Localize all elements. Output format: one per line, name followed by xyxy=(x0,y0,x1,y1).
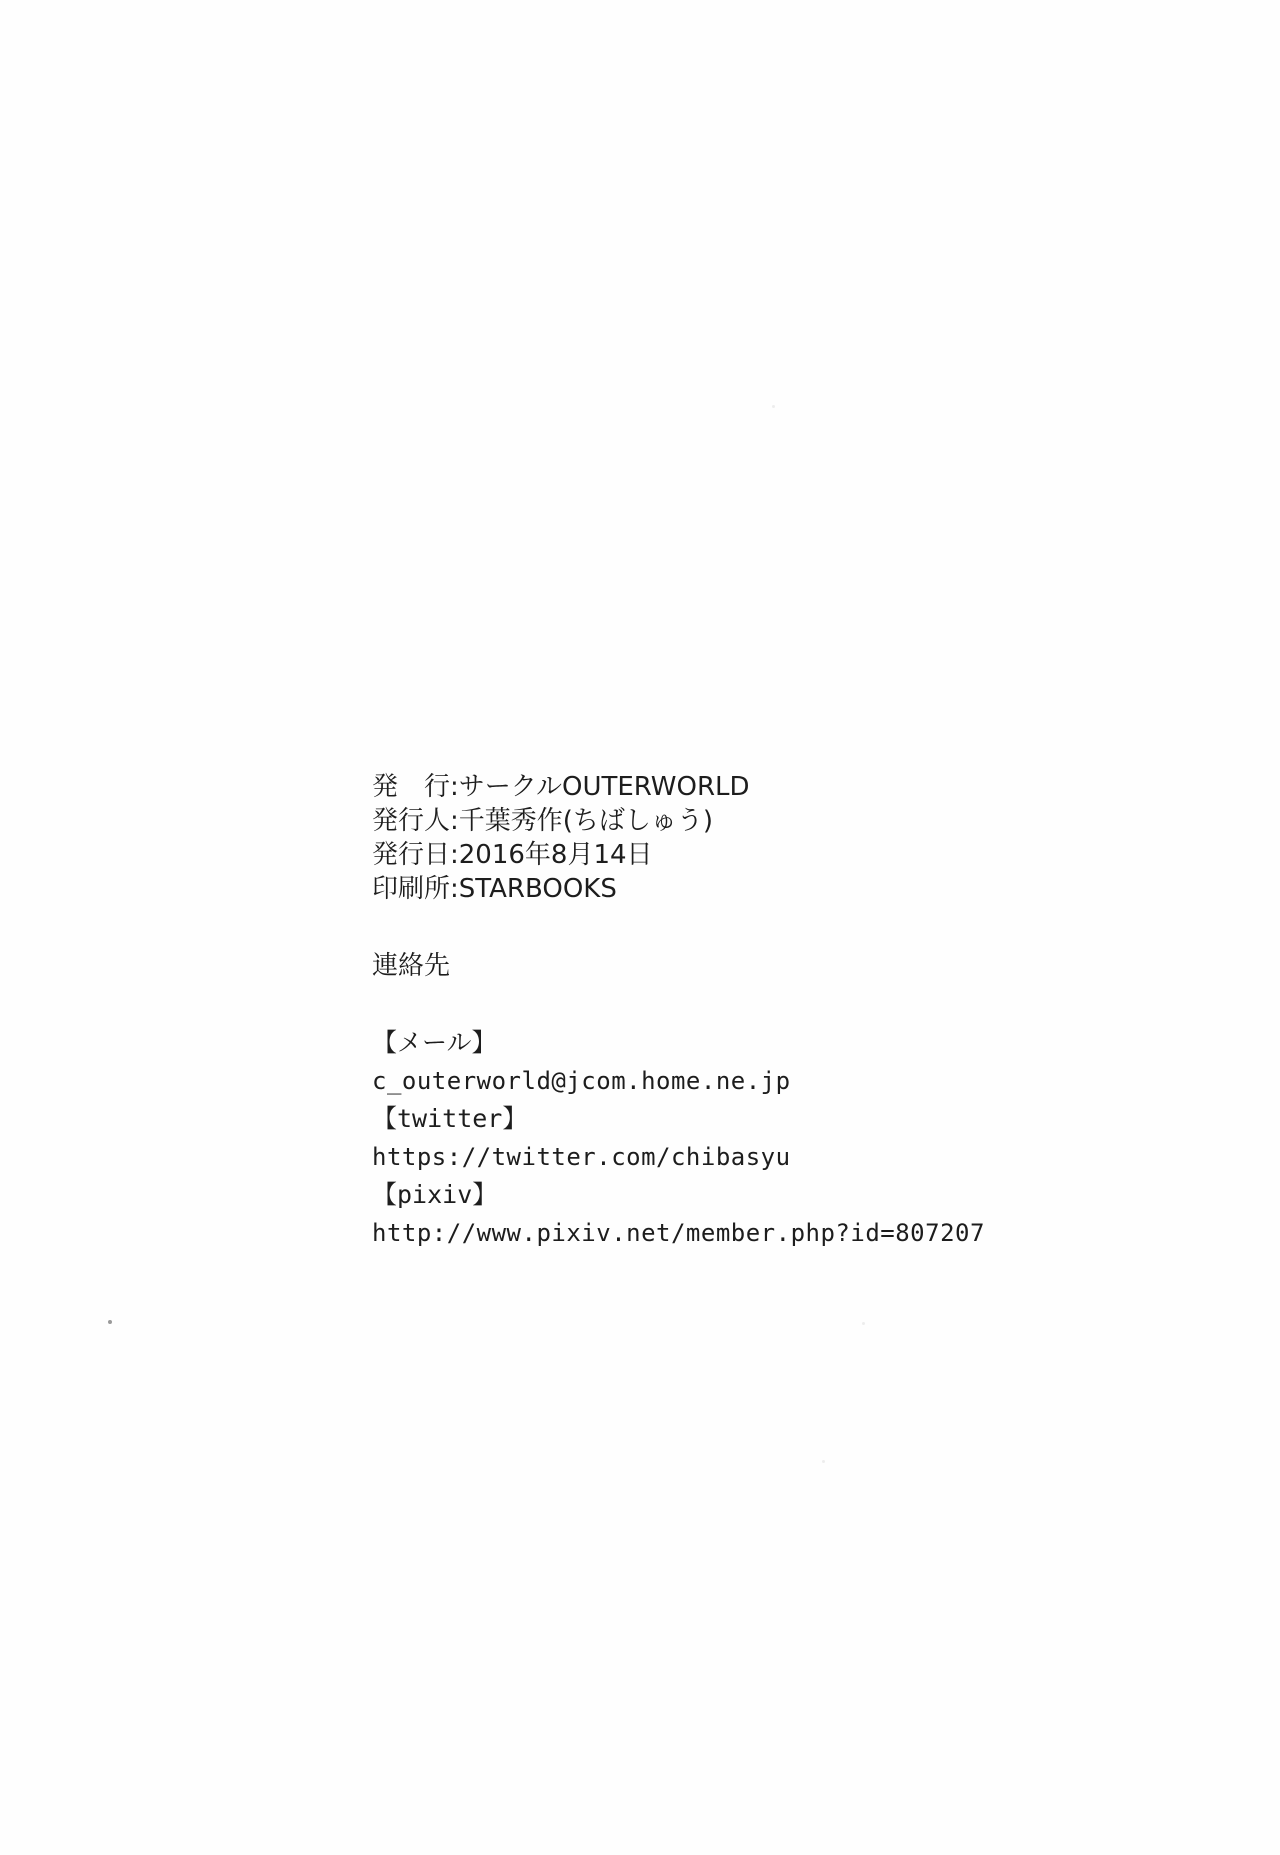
page-speck xyxy=(108,1320,112,1324)
contact-label-mail: 【メール】 xyxy=(372,1028,497,1057)
contact-heading: 連絡先 xyxy=(372,951,451,981)
imprint-line-printer: 印刷所:STARBOOKS xyxy=(372,874,617,904)
contact-value-pixiv[interactable]: http://www.pixiv.net/member.php?id=807207 xyxy=(372,1219,985,1247)
imprint-line-date: 発行日:2016年8月14日 xyxy=(372,840,653,870)
contact-label-twitter: 【twitter】 xyxy=(372,1104,528,1133)
imprint-lines xyxy=(372,770,1072,906)
imprint-line-publisher: 発 行:サークルOUTERWORLD xyxy=(372,772,750,802)
imprint-line-author: 発行人:千葉秀作(ちばしゅう) xyxy=(372,806,714,836)
contact-value-twitter[interactable]: https://twitter.com/chibasyu xyxy=(372,1143,791,1171)
page-faint-mark xyxy=(772,405,775,408)
page-faint-mark xyxy=(862,1322,865,1325)
contact-label-pixiv: 【pixiv】 xyxy=(372,1180,498,1209)
contact-value-mail[interactable]: c_outerworld@jcom.home.ne.jp xyxy=(372,1067,791,1095)
contact-list xyxy=(372,1024,1072,1252)
page-faint-mark xyxy=(822,1460,825,1463)
colophon-block xyxy=(372,770,1072,1252)
